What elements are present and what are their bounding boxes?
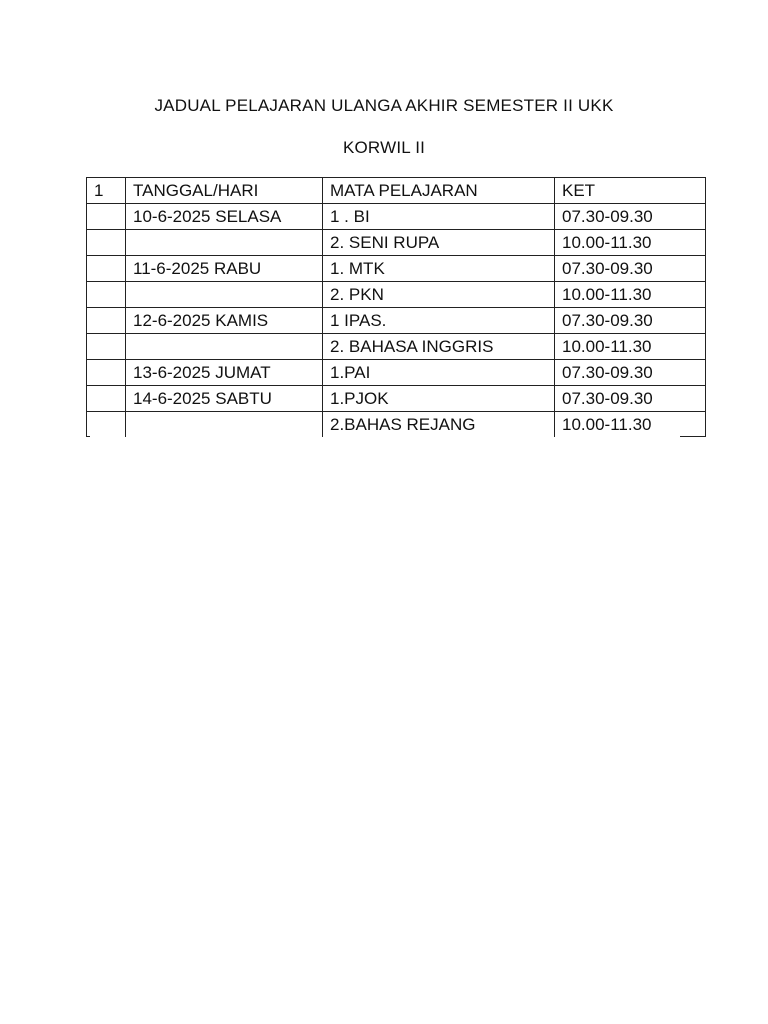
row-number bbox=[87, 360, 126, 386]
row-date-day: 11-6-2025 RABU bbox=[126, 256, 323, 282]
row-subject: 1.PJOK bbox=[323, 386, 555, 412]
table-row bbox=[87, 204, 706, 230]
row-time: 07.30-09.30 bbox=[555, 204, 706, 230]
document-title: JADUAL PELAJARAN ULANGA AKHIR SEMESTER II UKK bbox=[154, 96, 614, 115]
row-date-day: 13-6-2025 JUMAT bbox=[126, 360, 323, 386]
table-row bbox=[87, 334, 706, 360]
table-row bbox=[87, 308, 706, 334]
row-subject: 1 . BI bbox=[323, 204, 555, 230]
header-note: KET bbox=[555, 178, 706, 204]
row-time: 07.30-09.30 bbox=[555, 386, 706, 412]
exam-schedule-table bbox=[86, 177, 706, 437]
row-number bbox=[87, 308, 126, 334]
row-date-day: 12-6-2025 KAMIS bbox=[126, 308, 323, 334]
row-number bbox=[87, 204, 126, 230]
row-date-day bbox=[126, 282, 323, 308]
row-number bbox=[87, 386, 126, 412]
row-time: 07.30-09.30 bbox=[555, 256, 706, 282]
table-row bbox=[87, 412, 706, 438]
row-subject: 2. SENI RUPA bbox=[323, 230, 555, 256]
header-number: 1 bbox=[87, 178, 126, 204]
row-time: 10.00-11.30 bbox=[555, 282, 706, 308]
row-number bbox=[87, 230, 126, 256]
row-subject: 1. MTK bbox=[323, 256, 555, 282]
table-row bbox=[87, 282, 706, 308]
row-time: 10.00-11.30 bbox=[555, 230, 706, 256]
row-time: 10.00-11.30 bbox=[555, 334, 706, 360]
row-number bbox=[87, 282, 126, 308]
header-subject: MATA PELAJARAN bbox=[323, 178, 555, 204]
table-border-fragment-left bbox=[86, 436, 90, 437]
row-date-day bbox=[126, 334, 323, 360]
header-date-day: TANGGAL/HARI bbox=[126, 178, 323, 204]
row-date-day bbox=[126, 412, 323, 438]
row-number bbox=[87, 412, 126, 438]
row-subject: 2. BAHASA INGGRIS bbox=[323, 334, 555, 360]
table-row bbox=[87, 386, 706, 412]
row-subject: 1 IPAS. bbox=[323, 308, 555, 334]
row-date-day: 14-6-2025 SABTU bbox=[126, 386, 323, 412]
row-number bbox=[87, 256, 126, 282]
row-date-day bbox=[126, 230, 323, 256]
row-time: 07.30-09.30 bbox=[555, 308, 706, 334]
table-header-row bbox=[87, 178, 706, 204]
row-number bbox=[87, 334, 126, 360]
row-subject: 2.BAHAS REJANG bbox=[323, 412, 555, 438]
row-subject: 1.PAI bbox=[323, 360, 555, 386]
row-date-day: 10-6-2025 SELASA bbox=[126, 204, 323, 230]
table-row bbox=[87, 230, 706, 256]
table-row bbox=[87, 256, 706, 282]
row-subject: 2. PKN bbox=[323, 282, 555, 308]
table-border-fragment-right bbox=[680, 436, 705, 437]
document-subtitle: KORWIL II bbox=[342, 138, 426, 157]
table-row bbox=[87, 360, 706, 386]
row-time: 07.30-09.30 bbox=[555, 360, 706, 386]
row-time: 10.00-11.30 bbox=[555, 412, 706, 438]
